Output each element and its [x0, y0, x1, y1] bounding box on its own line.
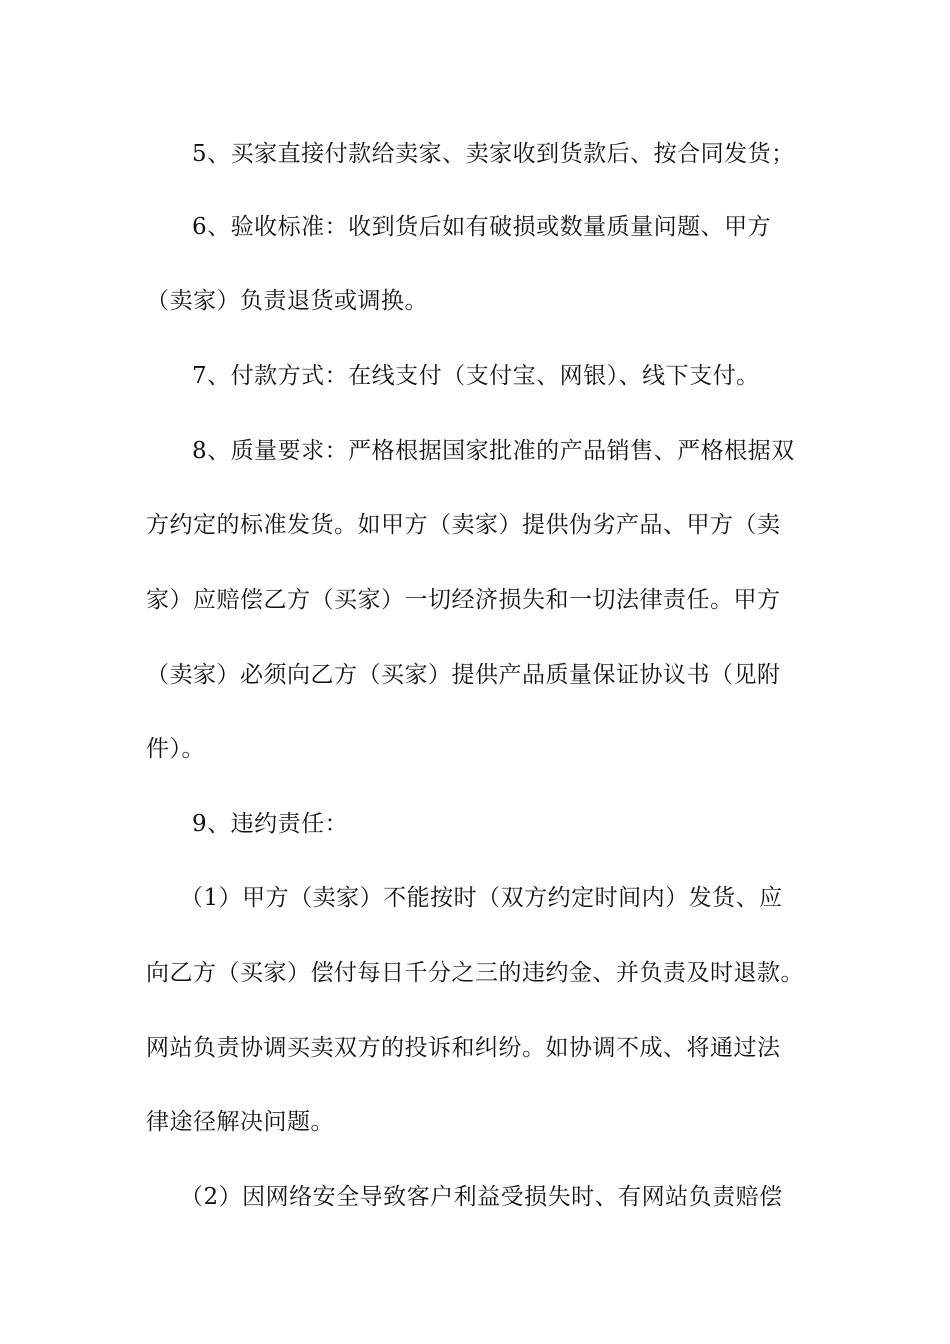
- clause-9-1-line-1: （1）甲方（卖家）不能按时（双方约定时间内）发货、应: [180, 885, 783, 911]
- clause-6-line-1: 6、验收标准：收到货后如有破损或数量质量问题、甲方: [192, 214, 772, 240]
- clause-8-line-1: 8、质量要求：严格根据国家批准的产品销售、严格根据双: [192, 438, 795, 464]
- clause-5: 5、买家直接付款给卖家、卖家收到货款后、按合同发货；: [192, 141, 795, 167]
- clause-8-line-4: （卖家）必须向乙方（买家）提供产品质量保证协议书（见附: [146, 662, 781, 688]
- clause-9-heading: 9、违约责任：: [192, 811, 349, 837]
- clause-9-1-line-2: 向乙方（买家）偿付每日千分之三的违约金、并负责及时退款。: [146, 960, 804, 986]
- clause-9-1-line-4: 律途径解决问题。: [146, 1109, 334, 1135]
- clause-9-1-line-3: 网站负责协调买卖双方的投诉和纠纷。如协调不成、将通过法: [146, 1035, 781, 1061]
- clause-8-line-2: 方约定的标准发货。如甲方（卖家）提供伪劣产品、甲方（卖: [146, 512, 781, 538]
- clause-6-line-2: （卖家）负责退货或调换。: [146, 288, 428, 314]
- clause-8-line-3: 家）应赔偿乙方（买家）一切经济损失和一切法律责任。甲方: [146, 587, 781, 613]
- clause-9-2-line-1: （2）因网络安全导致客户利益受损失时、有网站负责赔偿: [180, 1184, 783, 1210]
- clause-8-line-5: 件）。: [146, 736, 205, 762]
- clause-7: 7、付款方式：在线支付（支付宝、网银）、线下支付。: [192, 363, 760, 389]
